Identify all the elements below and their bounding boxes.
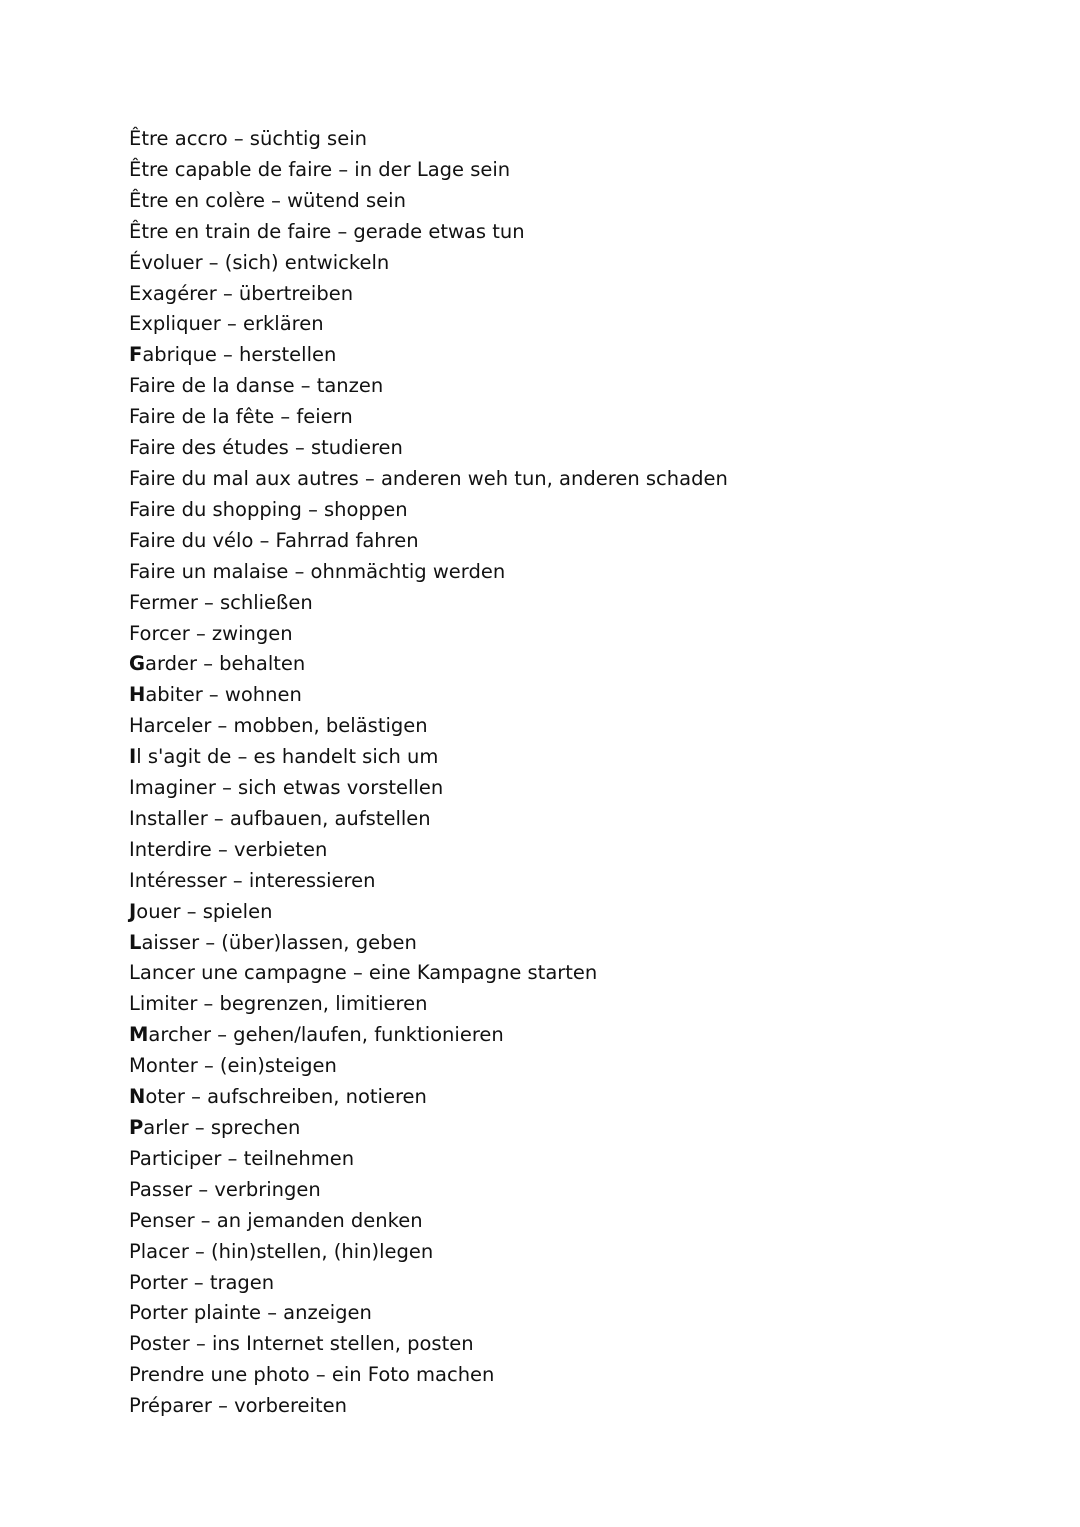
vocab-entry-text: Monter – (ein)steigen [129,1054,337,1078]
vocab-entry [129,155,728,186]
vocab-entry [129,1051,728,1082]
vocab-entry [129,649,728,680]
vocab-entry-text: Installer – aufbauen, aufstellen [129,806,431,830]
vocab-entry-text: Préparer – vorbereiten [129,1394,347,1418]
vocab-entry-text: Harceler – mobben, belästigen [129,714,428,738]
vocab-entry [129,928,728,959]
vocab-entry [129,958,728,989]
vocab-entry [129,588,728,619]
vocab-entry-text: l s'agit de – es handelt sich um [136,745,439,769]
vocab-entry-bold-initial: N [129,1085,146,1109]
vocab-entry-text: Expliquer – erklären [129,312,324,336]
vocab-entry [129,742,728,773]
vocab-entry [129,557,728,588]
vocab-entry [129,495,728,526]
vocab-entry [129,340,728,371]
vocab-entry [129,186,728,217]
vocab-entry-bold-initial: G [129,652,146,676]
vocab-entry [129,989,728,1020]
vocab-entry-bold-initial: J [129,899,137,923]
vocab-entry [129,1329,728,1360]
vocab-entry [129,1268,728,1299]
vocab-entry [129,711,728,742]
vocab-entry-text: aisser – (über)lassen, geben [141,930,417,954]
vocab-entry-text: Intéresser – interessieren [129,868,376,892]
vocab-entry [129,1020,728,1051]
vocab-entry-text: abiter – wohnen [145,683,302,707]
vocab-entry-text: Placer – (hin)stellen, (hin)legen [129,1239,434,1263]
vocab-entry-text: Faire de la danse – tanzen [129,374,384,398]
vocab-entry-bold-initial: I [129,745,137,769]
vocab-entry-text: Participer – teilnehmen [129,1146,355,1170]
vocab-entry [129,371,728,402]
vocab-entry [129,1360,728,1391]
vocab-entry-text: Être capable de faire – in der Lage sein [129,157,511,181]
vocab-entry-text: Prendre une photo – ein Foto machen [129,1363,495,1387]
vocab-entry-bold-initial: H [129,683,146,707]
vocab-entry-text: Passer – verbringen [129,1177,321,1201]
vocab-entry [129,773,728,804]
vocab-entry [129,1206,728,1237]
vocab-entry-bold-initial: L [129,930,142,954]
vocab-entry [129,1175,728,1206]
vocab-entry-text: Limiter – begrenzen, limitieren [129,992,428,1016]
vocab-entry [129,835,728,866]
vocab-entry [129,1237,728,1268]
vocab-entry-bold-initial: P [129,1116,144,1139]
vocab-entry-text: Être en train de faire – gerade etwas tun [129,219,525,243]
vocab-entry-text: Faire des études – studieren [129,436,403,460]
vocab-entry [129,680,728,711]
vocab-entry [129,217,728,248]
vocab-entry-text: Faire de la fête – feiern [129,405,353,429]
vocab-entry-text: Poster – ins Internet stellen, posten [129,1332,474,1356]
vocab-entry-text: Faire du mal aux autres – anderen weh tun, anderen schaden [129,466,728,490]
vocab-entry-text: Faire du shopping – shoppen [129,497,408,521]
vocab-entry-text: arler – sprechen [143,1116,301,1139]
vocab-entry-text: Être en colère – wütend sein [129,188,406,212]
vocab-entry [129,248,728,279]
vocab-entry-text: Évoluer – (sich) entwickeln [129,250,390,274]
vocab-entry-text: ouer – spielen [136,899,273,923]
vocab-entry-text: Être accro – süchtig sein [129,127,367,150]
vocab-entry-text: Faire du vélo – Fahrrad fahren [129,528,419,552]
vocab-entry [129,309,728,340]
vocabulary-list [129,124,728,1422]
vocab-entry-bold-initial: F [129,343,143,367]
vocab-entry [129,402,728,433]
vocab-entry [129,124,728,155]
vocab-entry [129,1298,728,1329]
vocab-entry [129,526,728,557]
vocab-entry [129,433,728,464]
vocab-entry [129,279,728,310]
vocab-entry-text: Forcer – zwingen [129,621,293,645]
vocab-entry-text: oter – aufschreiben, notieren [145,1085,427,1109]
vocab-entry-bold-initial: M [129,1023,149,1047]
vocab-entry [129,1113,728,1144]
vocab-entry [129,1391,728,1422]
vocab-entry-text: archer – gehen/laufen, funktionieren [148,1023,504,1047]
vocab-entry-text: Faire un malaise – ohnmächtig werden [129,559,506,583]
vocab-entry-text: Porter – tragen [129,1270,275,1294]
vocab-entry-text: Interdire – verbieten [129,837,328,861]
vocab-entry [129,897,728,928]
vocab-entry-text: Imaginer – sich etwas vorstellen [129,776,444,800]
vocab-entry [129,1082,728,1113]
vocab-entry-text: Fermer – schließen [129,590,313,614]
vocab-entry [129,619,728,650]
vocab-entry-text: Porter plainte – anzeigen [129,1301,372,1325]
vocab-entry-text: abrique – herstellen [142,343,337,367]
vocab-entry [129,866,728,897]
vocab-entry-text: Penser – an jemanden denken [129,1208,423,1232]
vocab-entry [129,464,728,495]
vocab-entry-text: Exagérer – übertreiben [129,281,354,305]
vocab-entry [129,1144,728,1175]
vocab-entry-text: arder – behalten [145,652,306,676]
vocab-entry-text: Lancer une campagne – eine Kampagne starten [129,961,598,985]
vocab-entry [129,804,728,835]
